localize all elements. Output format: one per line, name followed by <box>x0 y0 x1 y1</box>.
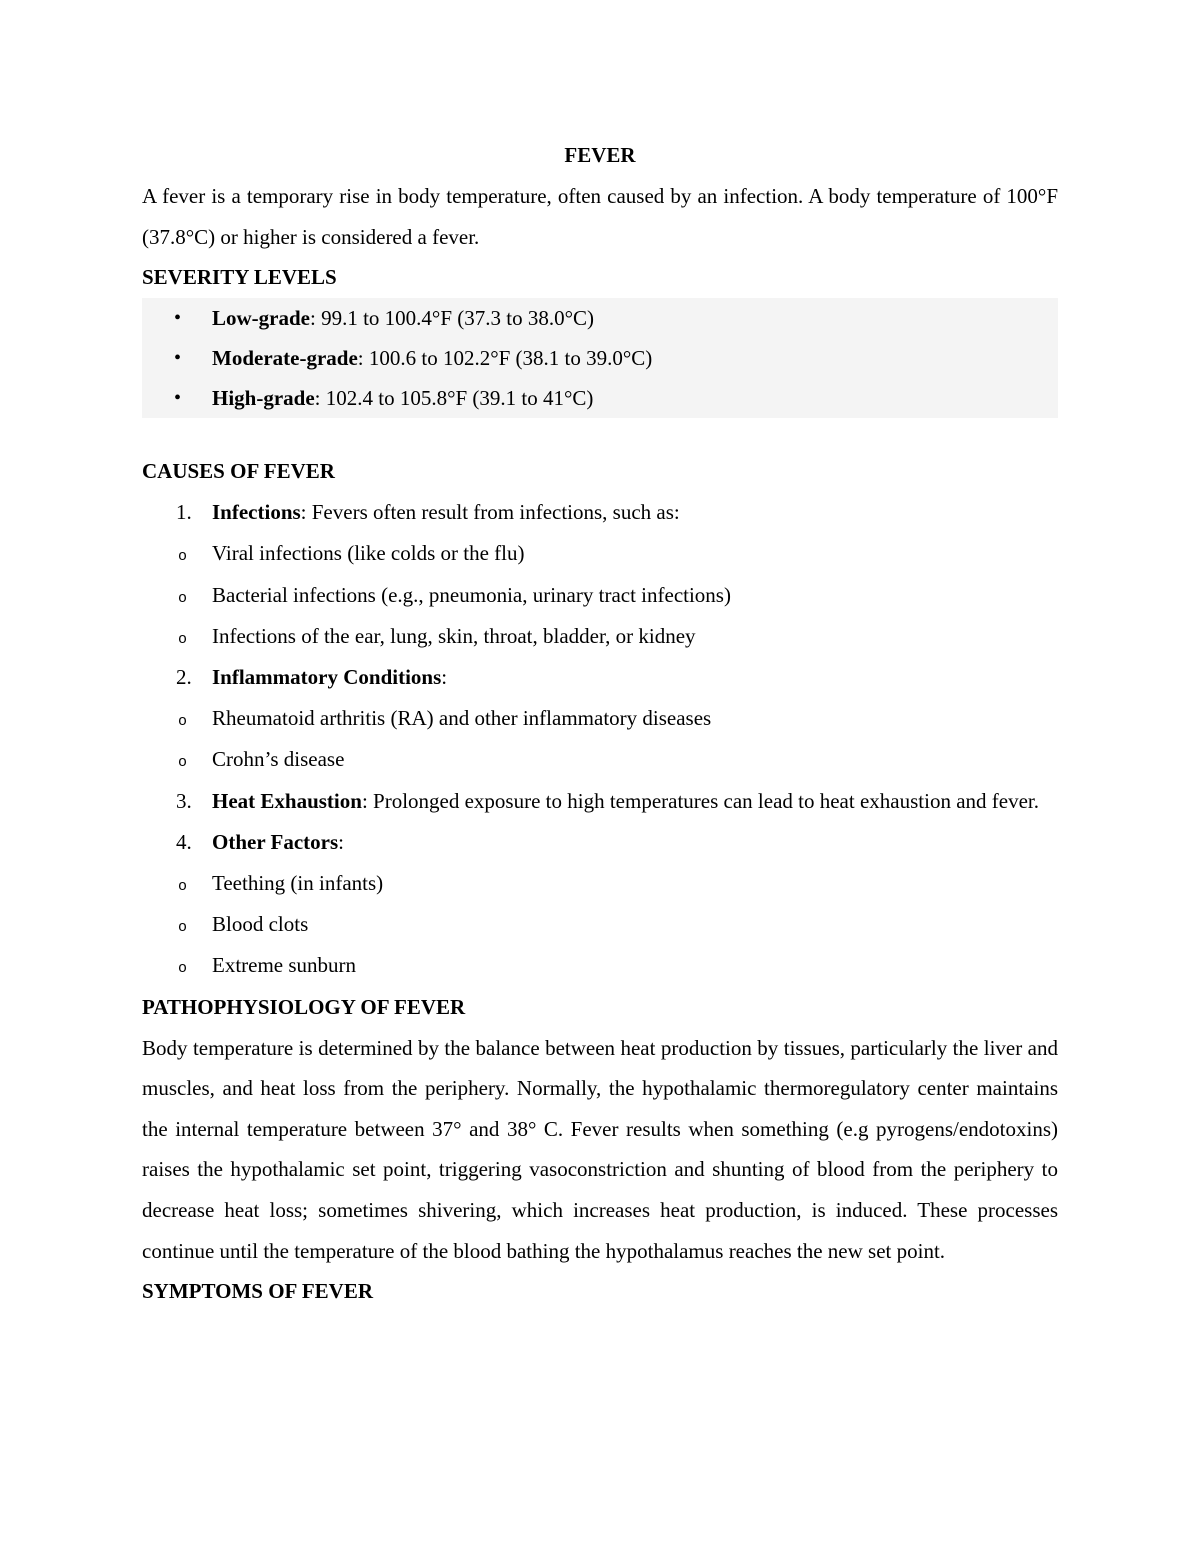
sub-item-text: Crohn’s disease <box>212 747 345 772</box>
list-item <box>142 945 1058 986</box>
list-number: 3. <box>176 788 192 813</box>
causes-list <box>142 781 1058 863</box>
causes-list <box>142 492 1058 533</box>
circle-bullet-icon: o <box>178 548 188 566</box>
list-item <box>142 533 1058 574</box>
sub-list <box>142 863 1058 987</box>
sub-item-text: Rheumatoid arthritis (RA) and other inflammatory diseases <box>212 706 712 731</box>
sub-list <box>142 698 1058 780</box>
cause-term: Infections <box>212 500 301 525</box>
severity-range: : 102.4 to 105.8°F (39.1 to 41°C) <box>314 386 594 411</box>
cause-term: Heat Exhaustion <box>212 788 362 813</box>
pathophysiology-heading: PATHOPHYSIOLOGY OF FEVER <box>142 994 466 1019</box>
cause-text: : <box>338 829 344 854</box>
list-item <box>142 904 1058 945</box>
bullet-icon: • <box>174 307 182 330</box>
circle-bullet-icon: o <box>178 960 188 978</box>
sub-list <box>142 533 1058 657</box>
list-number: 1. <box>176 500 192 525</box>
causes-list <box>142 657 1058 698</box>
list-item <box>142 822 1058 863</box>
cause-text: : Fevers often result from infections, such as: <box>300 500 680 525</box>
circle-bullet-icon: o <box>178 754 188 772</box>
severity-list <box>142 298 1058 418</box>
list-number: 2. <box>176 665 192 689</box>
intro-paragraph: A fever is a temporary rise in body temperature, often caused by an infection. A body temperature of 100°F (37.8°C) or higher is considered a fever. <box>142 184 1058 249</box>
list-item <box>142 698 1058 739</box>
list-item <box>142 616 1058 657</box>
list-item <box>142 378 1058 418</box>
sub-item-text: Blood clots <box>212 912 309 937</box>
cause-term: Other Factors <box>212 829 339 854</box>
symptoms-heading: SYMPTOMS OF FEVER <box>142 1279 374 1304</box>
spacer <box>142 418 1058 451</box>
sub-item-text: Extreme sunburn <box>212 953 357 978</box>
sub-item-text: Teething (in infants) <box>212 871 384 896</box>
circle-bullet-icon: o <box>178 589 188 607</box>
list-item <box>142 492 1058 533</box>
sub-item-text: Bacterial infections (e.g., pneumonia, urinary tract infections) <box>212 582 731 607</box>
list-item <box>142 739 1058 780</box>
sub-item-text: Infections of the ear, lung, skin, throat, bladder, or kidney <box>212 623 696 648</box>
list-item <box>142 575 1058 616</box>
list-item <box>142 298 1058 338</box>
cause-term: Inflammatory Conditions <box>212 665 442 689</box>
severity-heading: SEVERITY LEVELS <box>142 265 337 290</box>
circle-bullet-icon: o <box>178 713 188 731</box>
bullet-icon: • <box>174 347 182 370</box>
list-item <box>142 657 1058 698</box>
list-item <box>142 863 1058 904</box>
circle-bullet-icon: o <box>178 919 188 937</box>
causes-heading: CAUSES OF FEVER <box>142 459 335 484</box>
severity-range: : 100.6 to 102.2°F (38.1 to 39.0°C) <box>357 346 653 371</box>
circle-bullet-icon: o <box>178 630 188 648</box>
document-title: FEVER <box>564 143 636 167</box>
document-page <box>142 135 1058 1312</box>
bullet-icon: • <box>174 387 182 410</box>
circle-bullet-icon: o <box>178 878 188 896</box>
list-item <box>142 781 1058 822</box>
severity-term: Low-grade <box>212 306 310 331</box>
sub-item-text: Viral infections (like colds or the flu) <box>212 541 525 566</box>
severity-term: High-grade <box>212 386 315 411</box>
list-item <box>142 338 1058 378</box>
list-number: 4. <box>176 829 192 854</box>
pathophysiology-paragraph: Body temperature is determined by the balance between heat production by tissues, particularly the liver and muscles, and heat loss from the periphery. Normally, the hypothalamic thermoregulatory center maintains the internal temperature between 37° and 38° C. Fever results when something (e.g pyrogens/endotoxins) raises the hypothalamic set point, triggering vasoconstriction and shunting of blood from the periphery to decrease heat loss; sometimes shivering, which increases heat production, is induced. These processes continue until the temperature of the blood bathing the hypothalamus reaches the new set point. <box>142 1035 1058 1263</box>
cause-text: : <box>441 665 448 689</box>
severity-term: Moderate-grade <box>212 346 358 371</box>
cause-text: : Prolonged exposure to high temperatures can lead to heat exhaustion and fever. <box>361 788 1039 813</box>
severity-range: : 99.1 to 100.4°F (37.3 to 38.0°C) <box>310 306 594 331</box>
